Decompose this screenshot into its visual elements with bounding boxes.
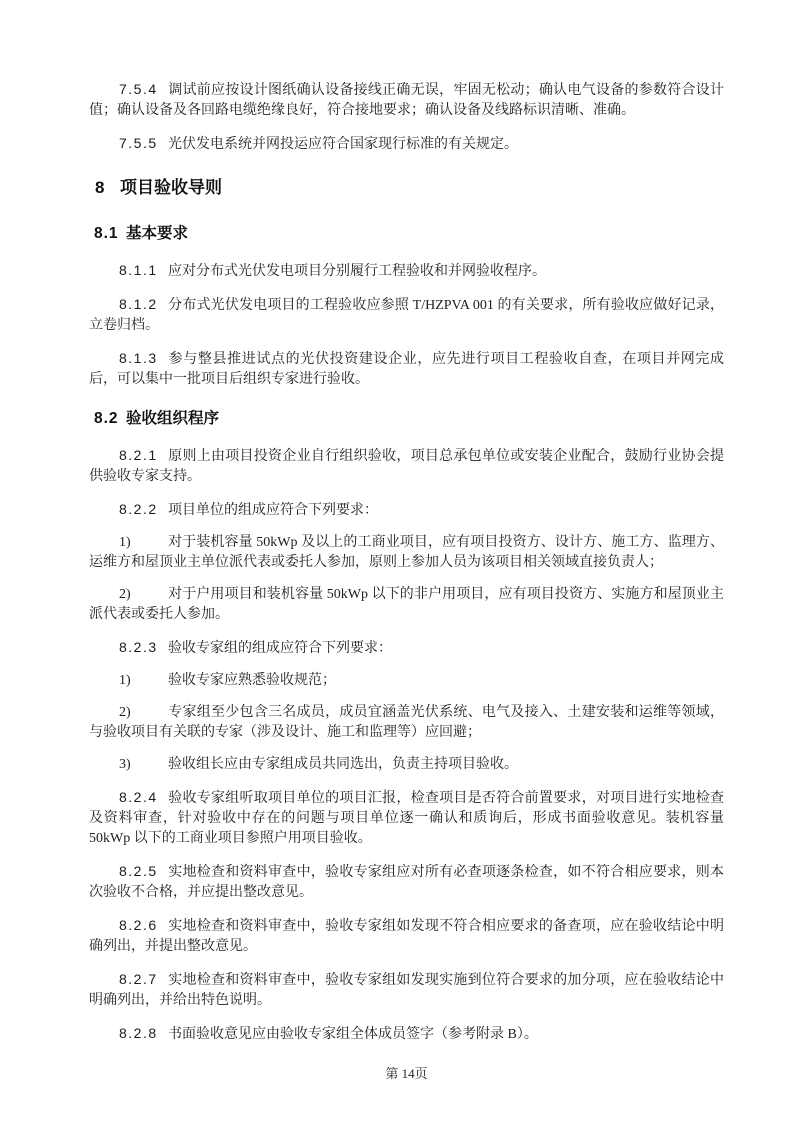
clause-8-2-1	[89, 445, 724, 487]
clause-8-1-2	[89, 294, 724, 336]
clause-number: 8.2.8	[119, 1025, 158, 1041]
list-item-number: 3)	[119, 757, 131, 772]
clause-7-5-5	[89, 133, 724, 155]
list-item-1	[89, 533, 724, 573]
clause-text: 应对分布式光伏发电项目分别履行工程验收和并网验收程序。	[168, 264, 546, 279]
list-item-3	[89, 755, 724, 775]
section-title: 基本要求	[126, 225, 189, 242]
section-title: 验收组织程序	[126, 410, 220, 427]
clause-8-2-4	[89, 787, 724, 849]
clause-number: 8.2.7	[119, 971, 158, 987]
clause-number: 8.2.1	[119, 447, 158, 463]
clause-8-2-8	[89, 1023, 724, 1045]
list-item-text: 验收组长应由专家组成员共同选出，负责主持项目验收。	[168, 757, 518, 772]
clause-8-2-7	[89, 969, 724, 1011]
clause-text: 实地检查和资料审查中，验收专家组如发现实施到位符合要求的加分项，应在验收结论中明确列出，并给出特色说明。	[89, 973, 724, 1008]
clause-text: 分布式光伏发电项目的工程验收应参照 T/HZPVA 001 的有关要求，所有验收应做好记录，立卷归档。	[89, 298, 724, 333]
clause-text: 调试前应按设计图纸确认设备接线正确无误，牢固无松动；确认电气设备的参数符合设计值；确认设备及各回路电缆绝缘良好，符合接地要求；确认设备及线路标识清晰、准确。	[89, 83, 724, 118]
clause-8-2-6	[89, 915, 724, 957]
clause-number: 8.1.1	[119, 262, 158, 278]
list-item-text: 专家组至少包含三名成员，成员宜涵盖光伏系统、电气及接入、土建安装和运维等领域，与验收项目有关联的专家（涉及设计、施工和监理等）应回避；	[89, 705, 724, 740]
section-heading-8-1	[89, 211, 724, 244]
list-item-text: 对于户用项目和装机容量 50kWp 以下的非户用项目，应有项目投资方、实施方和屋顶业主派代表或委托人参加。	[89, 587, 724, 622]
section-number: 8.2	[94, 410, 119, 427]
clause-8-1-1	[89, 260, 724, 282]
clause-7-5-4	[89, 79, 724, 121]
clause-8-2-5	[89, 861, 724, 903]
section-number: 8.1	[94, 225, 119, 242]
page-number: 第 14页	[385, 1066, 428, 1081]
clause-text: 实地检查和资料审查中，验收专家组如发现不符合相应要求的备查项，应在验收结论中明确列出，并提出整改意见。	[89, 919, 724, 954]
clause-text: 光伏发电系统并网投运应符合国家现行标准的有关规定。	[168, 137, 518, 152]
list-item-number: 2)	[119, 705, 131, 720]
clause-number: 8.1.2	[119, 296, 158, 312]
list-item-2	[89, 585, 724, 625]
clause-number: 8.1.3	[119, 350, 158, 366]
chapter-heading	[89, 167, 724, 199]
section-heading-8-2	[89, 402, 724, 429]
list-item-text: 验收专家应熟悉验收规范；	[168, 673, 336, 688]
chapter-title: 项目验收导则	[120, 178, 222, 197]
clause-text: 原则上由项目投资企业自行组织验收，项目总承包单位或安装企业配合，鼓励行业协会提供验收专家支持。	[89, 449, 724, 484]
list-item-number: 1)	[119, 535, 131, 550]
clause-number: 7.5.4	[119, 81, 158, 97]
clause-number: 8.2.4	[119, 789, 158, 805]
list-item-1	[89, 671, 724, 691]
clause-number: 8.2.3	[119, 639, 158, 655]
clause-number: 8.2.6	[119, 917, 158, 933]
clause-text: 验收专家组听取项目单位的项目汇报，检查项目是否符合前置要求，对项目进行实地检查及资料审查，针对验收中存在的问题与项目单位逐一确认和质询后，形成书面验收意见。装机容量 50kWp 以下的工商业项目参照户用项目验收。	[89, 791, 724, 846]
clause-text: 书面验收意见应由验收专家组全体成员签字（参考附录 B）。	[168, 1027, 538, 1042]
list-item-text: 对于装机容量 50kWp 及以上的工商业项目，应有项目投资方、设计方、施工方、监理方、运维方和屋顶业主单位派代表或委托人参加，原则上参加人员为该项目相关领域直接负责人；	[89, 535, 724, 570]
clause-8-2-3	[89, 637, 724, 659]
list-item-number: 2)	[119, 587, 131, 602]
clause-text: 实地检查和资料审查中，验收专家组应对所有必查项逐条检查，如不符合相应要求，则本次验收不合格，并应提出整改意见。	[89, 865, 724, 900]
clause-8-2-2	[89, 499, 724, 521]
clause-number: 8.2.2	[119, 501, 158, 517]
clause-text: 项目单位的组成应符合下列要求：	[168, 503, 378, 518]
clause-number: 8.2.5	[119, 863, 158, 879]
clause-text: 验收专家组的组成应符合下列要求：	[168, 641, 392, 656]
clause-text: 参与整县推进试点的光伏投资建设企业，应先进行项目工程验收自查，在项目并网完成后，可以集中一批项目后组织专家进行验收。	[89, 352, 724, 387]
clause-number: 7.5.5	[119, 135, 158, 151]
list-item-2	[89, 703, 724, 743]
list-item-number: 1)	[119, 673, 131, 688]
chapter-number: 8	[95, 178, 105, 197]
clause-8-1-3	[89, 348, 724, 390]
